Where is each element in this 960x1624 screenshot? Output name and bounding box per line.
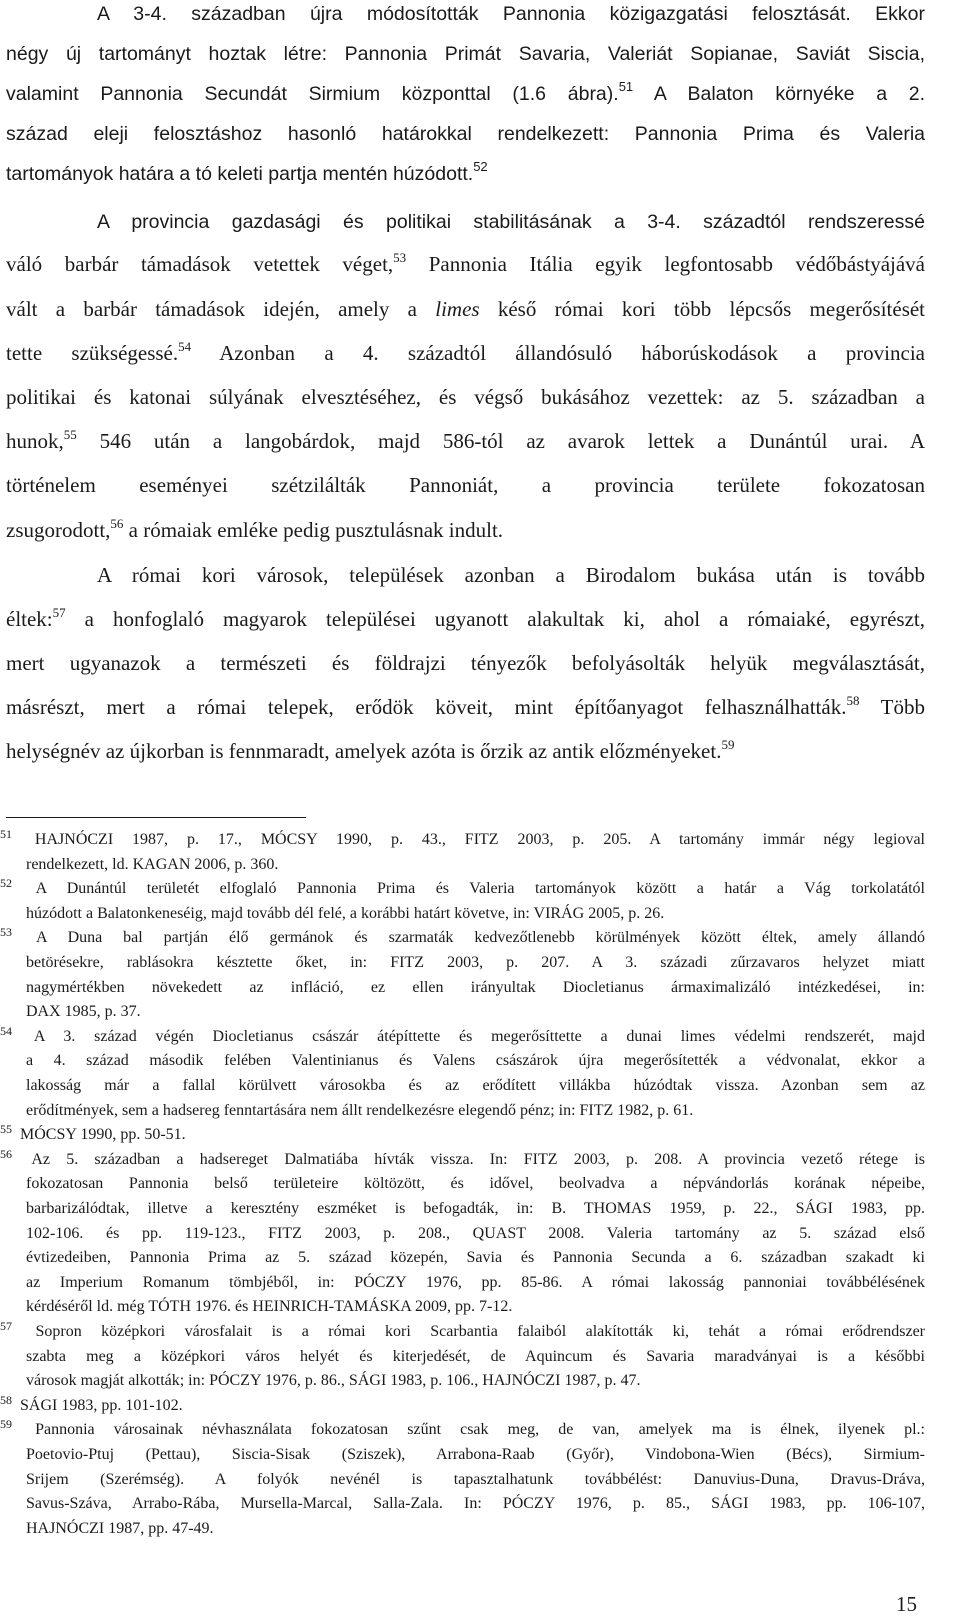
footnote-text: Srijem (Szerémség). A folyók nevénél is tapasztalhatunk továbbélést: Danuvius-Duna, Dravus-Dráva,: [26, 1470, 925, 1488]
footnote-text: a 4. század második felében Valentinianus és Valens császárok újra megerősítették a védvonalat, ekkor a: [26, 1052, 925, 1070]
footnote-ref[interactable]: 53: [393, 250, 407, 265]
text-line: éltek:$^{57}$ a honfoglaló magyarok települései ugyanott alakultak ki, ahol a rómaiaké, egyrészt,: [6, 605, 925, 631]
footnote-ref[interactable]: 58: [846, 693, 860, 708]
text-line: tartományok határa a tó keleti partja mentén húzódott.$^{52}$: [6, 159, 488, 185]
footnote-text: barbarizálódtak, illetve a keresztény eszméket is befogadták, in: B. THOMAS 1959, p. 22., SÁGI 1983, pp.: [26, 1200, 925, 1217]
footnote-number: 54: [0, 1023, 12, 1038]
footnote-line: [26, 853, 925, 877]
footnote-line: [26, 1197, 925, 1221]
footnote-ref[interactable]: 55: [63, 427, 77, 442]
footnote-line: [0, 877, 925, 901]
footnote-text: HAJNÓCZI 1987, p. 17., MÓCSY 1990, p. 43., FITZ 2003, p. 205. A tartomány immár négy legioval: [34, 831, 925, 848]
footnote-text: kérdéséről ld. még TÓTH 1976. és HEINRICH-TAMÁSKA 2009, pp. 7-12.: [26, 1298, 513, 1316]
footnote-number: 58: [0, 1392, 12, 1407]
footnote-text: Sopron középkori városfalait is a római kori Scarbantia falaiból alakították ki, tehát a római erődrendszer: [35, 1323, 926, 1340]
text-line: valamint Pannonia Secundát Sirmium központtal (1.6 ábra).$^{51}$ A Balaton környéke a 2.: [6, 79, 926, 105]
footnote-line: [0, 1320, 925, 1344]
footnote-number: 53: [0, 925, 12, 940]
footnote-text: A Duna bal partján élő germánok és szarmaták kedvezőtlenebb körülmények között éltek, amely állandó: [36, 929, 925, 947]
footnote-text: Poetovio-Ptuj (Pettau), Siscia-Sisak (Sziszek), Arrabona-Raab (Győr), Vindobona-Wien (Bécs), Sirmium-: [26, 1446, 925, 1463]
footnote-number: 56: [0, 1146, 12, 1161]
text-line: A provincia gazdasági és politikai stabilitásának a 3-4. századtól rendszeressé: [97, 211, 925, 233]
text-line: hunok,$^{55}$ 546 után a langobárdok, majd 586-tól az avarok lettek a Dunántúl urai. A: [6, 427, 926, 453]
footnote-text: SÁGI 1983, pp. 101-102.: [20, 1396, 183, 1414]
footnote-line: [26, 1099, 925, 1123]
footnote-text: rendelkezett, ld. KAGAN 2006, p. 360.: [26, 855, 279, 873]
text-line: helységnév az újkorban is fennmaradt, amelyek azóta is őrzik az antik előzményeket.$^{59}$: [6, 737, 735, 763]
footnote-text: Savus-Száva, Arrabo-Rába, Mursella-Marcal, Salla-Zala. In: PÓCZY 1976, p. 85., SÁGI 1983, pp. 106-107,: [26, 1495, 925, 1513]
text-line: váló barbár támadások vetettek véget,$^{53}$ Pannonia Itália egyik legfontosabb védőbástyájává: [6, 250, 925, 276]
footnote-line: [26, 1172, 925, 1196]
footnote-line: [26, 976, 925, 1000]
footnote-number: 59: [0, 1417, 12, 1432]
footnote-line: [26, 1000, 925, 1024]
footnote-text: szabta meg a középkori város helyét és kiterjedését, de Aquincum és Savaria maradványai is a későbbi: [26, 1347, 925, 1365]
footnote-line: [26, 1222, 925, 1246]
footnote-text: A 3. század végén Diocletianus császár átépíttette és megerősíttette a dunai limes védelmi rendszerét, majd: [33, 1027, 925, 1045]
footnote-text: nagymértékben növekedett az infláció, ez ellen irányultak Diocletianus ármaximalizáló intézkedései, in:: [26, 978, 925, 996]
footnote-line: [0, 1123, 925, 1147]
footnote-separator: [6, 817, 306, 818]
footnote-ref[interactable]: 57: [52, 605, 66, 620]
text-line: vált a barbár támadások idején, amely a limes késő római kori több lépcsős megerősítését: [6, 297, 926, 321]
footnote-number: 51: [0, 827, 12, 841]
footnote-line: [26, 1246, 925, 1270]
text-line: politikai és katonai súlyának elvesztéséhez, és végső bukásához vezettek: az 5. században a: [6, 385, 925, 409]
footnote-text: városok magját alkották; in: PÓCZY 1976, p. 86., SÁGI 1983, p. 106., HAJNÓCZI 1987, p. 47.: [26, 1372, 641, 1390]
footnote-text: DAX 1985, p. 37.: [26, 1003, 141, 1021]
footnote-number: 55: [0, 1122, 12, 1137]
footnote-number: 57: [0, 1319, 12, 1333]
footnote-line: [0, 828, 925, 852]
text-line: mert ugyanazok a természeti és földrajzi tényezők befolyásolták helyük megválasztását,: [6, 651, 925, 675]
footnote-ref[interactable]: 59: [721, 737, 735, 752]
footnote-text: Pannonia városainak névhasználata fokozatosan szűnt csak meg, de van, amelyek ma is élnek, ilyenek pl.:: [35, 1421, 925, 1439]
footnote-text: betörésekre, rablásokra késztette őket, in: FITZ 2003, p. 207. A 3. századi zűrzavaros helyzet miatt: [26, 954, 925, 971]
text-line: A 3-4. században újra módosították Pannonia közigazgatási felosztását. Ekkor: [97, 3, 925, 25]
footnote-text: fokozatosan Pannonia belső területeire költözött, és idővel, beolvadva a népvándorlás korának népeibe,: [26, 1175, 925, 1193]
footnote-line: [26, 1468, 925, 1492]
footnote-text: évtizedeiben, Pannonia Prima az 5. század közepén, Savia és Pannonia Secunda a 6. században szakadt ki: [26, 1249, 925, 1267]
footnote-ref[interactable]: 51: [618, 79, 634, 94]
footnote-line: [0, 926, 925, 950]
footnote-line: [0, 1148, 925, 1172]
footnote-text: húzódott a Balatonkeneséig, majd tovább dél felé, a korábbi határt követve, in: VIRÁG 2005, p. 26.: [26, 904, 665, 922]
text-line: század eleji felosztáshoz hasonló határokkal rendelkezett: Pannonia Prima és Valeria: [6, 123, 925, 145]
text-line: zsugorodott,$^{56}$ a rómaiak emléke pedig pusztulásnak indult.: [6, 516, 504, 542]
footnote-line: [0, 1025, 925, 1049]
footnote-line: [26, 902, 925, 926]
footnote-line: [26, 1345, 925, 1369]
footnote-line: [0, 1394, 925, 1418]
footnote-text: lakosság már a fallal körülvett városokba és az erődített villákba húzódtak vissza. Azonban sem az: [26, 1077, 925, 1094]
text-line: történelem eseményei szétzilálták Pannoniát, a provincia területe fokozatosan: [6, 473, 925, 497]
footnote-number: 52: [0, 876, 12, 891]
footnote-text: HAJNÓCZI 1987, pp. 47-49.: [26, 1519, 214, 1537]
footnote-text: 102-106. és pp. 119-123., FITZ 2003, p. 208., QUAST 2008. Valeria tartomány az 5. század első: [26, 1224, 925, 1242]
page-number: 15: [896, 1592, 917, 1616]
footnote-text: A Dunántúl területét elfoglaló Pannonia Prima és Valeria tartományok között a határ a Vág torkolatától: [35, 880, 925, 898]
footnote-line: [0, 1418, 925, 1442]
footnote-line: [26, 1295, 925, 1319]
footnote-line: [26, 1049, 925, 1073]
footnote-line: [26, 1492, 925, 1516]
text-line: másrészt, mert a római telepek, erődök köveit, mint építőanyagot felhasználhatták.$^{58}$ Több: [6, 693, 925, 719]
footnote-line: [26, 1517, 925, 1541]
text-line: A római kori városok, települések azonban a Birodalom bukása után is tovább: [97, 563, 925, 587]
footnote-text: Az 5. században a hadsereget Dalmatiába hívták vissza. In: FITZ 2003, p. 208. A provincia vezető rétege is: [31, 1150, 925, 1168]
footnote-line: [26, 1369, 925, 1393]
footnote-line: [26, 1443, 925, 1467]
footnote-text: MÓCSY 1990, pp. 50-51.: [20, 1126, 186, 1144]
footnote-line: [26, 951, 925, 975]
footnote-ref[interactable]: 56: [110, 516, 124, 531]
footnote-line: [26, 1074, 925, 1098]
text-line: négy új tartományt hoztak létre: Pannonia Primát Savaria, Valeriát Sopianae, Saviát Siscia,: [6, 43, 925, 65]
text-line: tette szükségessé.$^{54}$ Azonban a 4. századtól állandósuló háborúskodások a provincia: [6, 339, 925, 365]
footnote-text: az Imperium Romanum tömbjéből, in: PÓCZY 1976, pp. 85-86. A római lakosság pannoniai továbbélésének: [26, 1273, 925, 1291]
footnote-text: erődítmények, sem a hadsereg fenntartására nem állt rendelkezésre elegendő pénz; in: FITZ 1982, p. 61.: [26, 1101, 694, 1119]
footnote-line: [26, 1271, 925, 1295]
footnote-ref[interactable]: 52: [473, 159, 488, 174]
footnote-ref[interactable]: 54: [178, 339, 192, 354]
